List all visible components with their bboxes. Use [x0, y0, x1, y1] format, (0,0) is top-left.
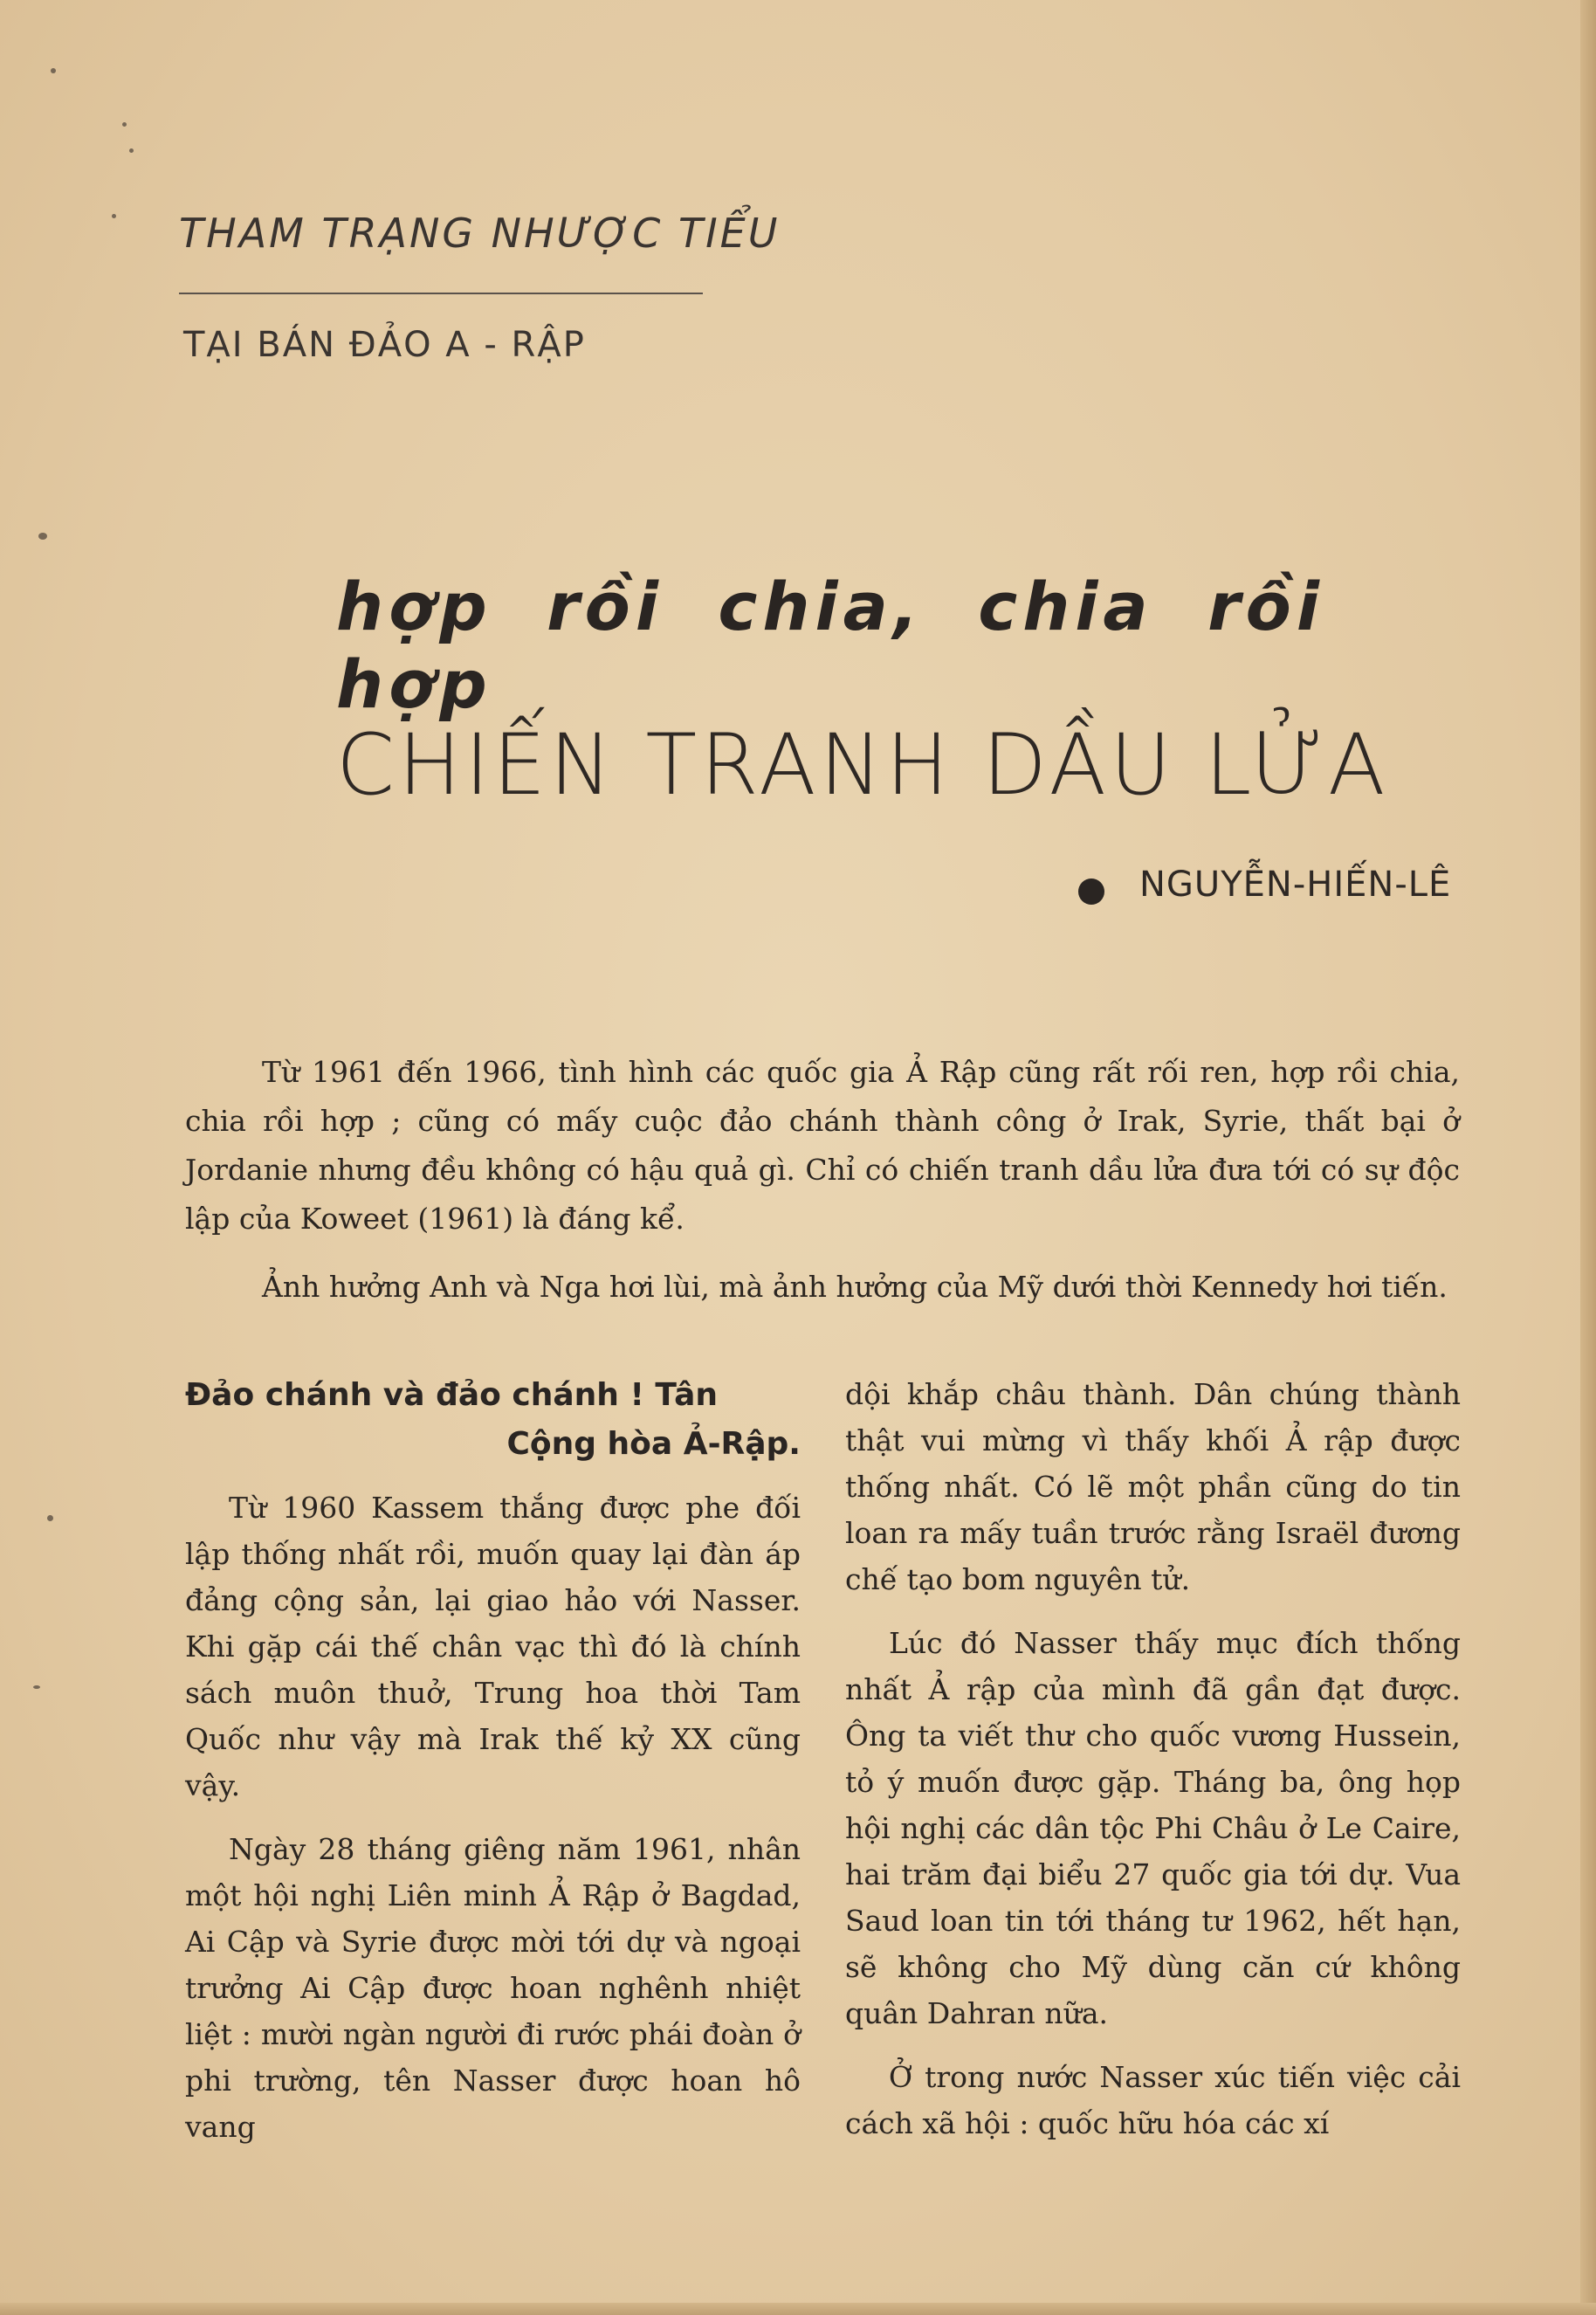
ink-speck: [38, 533, 47, 540]
left-column: [185, 1371, 801, 2167]
body-paragraph: dội khắp châu thành. Dân chúng thành thật vui mừng vì thấy khối Ả rập được thống nhất. Có lẽ một phần cũng do tin loan ra mấy tuần trước rằng Israël đương chế tạo bom nguyên tử.: [845, 1377, 1461, 1596]
intro-paragraph: Ảnh hưởng Anh và Nga hơi lùi, mà ảnh hưởng của Mỹ dưới thời Kennedy hơi tiến.: [262, 1270, 1448, 1304]
page-edge-right: [1580, 0, 1596, 2315]
section-heading-line-1: Đảo chánh và đảo chánh ! Tân: [185, 1377, 718, 1413]
ink-speck: [129, 148, 134, 153]
kicker-line-1: THAM TRẠNG NHƯỢC TIỂU: [179, 210, 781, 257]
body-paragraph: Từ 1960 Kassem thắng được phe đối lập thống nhất rồi, muốn quay lại đàn áp đảng cộng sản, lại giao hảo với Nasser. Khi gặp cái thế chân vạc thì đó là chính sách muôn thuở, Trung hoa thời Tam Quốc như vậy mà Irak thế kỷ XX cũng vậy.: [185, 1491, 801, 1802]
ink-speck: [33, 1685, 40, 1689]
author-bullet-icon: [1078, 878, 1104, 905]
ink-speck: [47, 1515, 53, 1521]
intro-section: [185, 1048, 1460, 1331]
headline-title: CHIẾN TRANH DẦU LỬA: [336, 716, 1389, 814]
kicker-line-2: TẠI BÁN ĐẢO A - RẬP: [183, 325, 586, 365]
author-name: NGUYỄN-HIẾN-LÊ: [1139, 865, 1452, 905]
page-edge-bottom: [0, 2303, 1596, 2315]
ink-speck: [112, 214, 116, 218]
headline-subtitle: hợp rồi chia, chia rồi hợp: [336, 568, 1324, 723]
body-paragraph: Ở trong nước Nasser xúc tiến việc cải cách xã hội : quốc hữu hóa các xí: [845, 2060, 1461, 2140]
section-heading: [185, 1371, 801, 1469]
body-paragraph: Lúc đó Nasser thấy mục đích thống nhất Ả rập của mình đã gần đạt được. Ông ta viết thư cho quốc vương Hussein, tỏ ý muốn được gặp. Tháng ba, ông họp hội nghị các dân tộc Phi Châu ở Le Caire, hai trăm đại biểu 27 quốc gia tới dự. Vua Saud loan tin tới tháng tư 1962, hết hạn, sẽ không cho Mỹ dùng căn cứ không quân Dahran nữa.: [845, 1626, 1461, 2030]
right-column: [845, 1371, 1461, 2164]
ink-speck: [122, 122, 127, 127]
kicker-rule: [179, 293, 703, 294]
body-paragraph: Ngày 28 tháng giêng năm 1961, nhân một hội nghị Liên minh Ả Rập ở Bagdad, Ai Cập và Syrie được mời tới dự và ngoại trưởng Ai Cập được hoan nghênh nhiệt liệt : mười ngàn người đi rước phái đoàn ở phi trường, tên Nasser được hoan hô vang: [185, 1832, 801, 2144]
intro-paragraph: Từ 1961 đến 1966, tình hình các quốc gia Ả Rập cũng rất rối ren, hợp rồi chia, chia rồi hợp ; cũng có mấy cuộc đảo chánh thành công ở Irak, Syrie, thất bại ở Jordanie nhưng đều không có hậu quả gì. Chỉ có chiến tranh dầu lửa đưa tới có sự độc lập của Koweet (1961) là đáng kể.: [185, 1055, 1460, 1236]
ink-speck: [51, 68, 56, 73]
section-heading-line-2: Cộng hòa Ả-Rập.: [506, 1426, 801, 1462]
